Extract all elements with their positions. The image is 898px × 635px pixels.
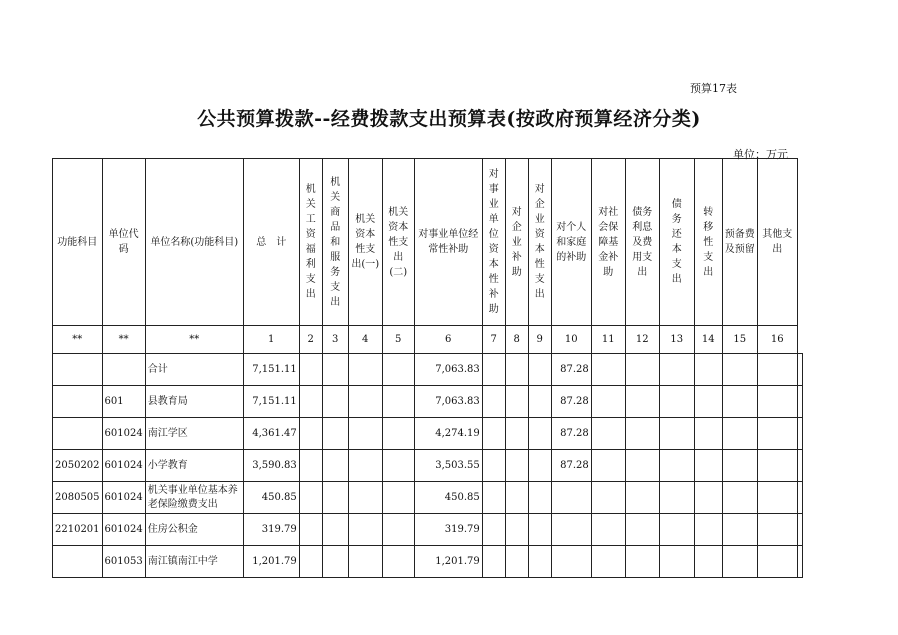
index-cell: 11 <box>591 326 625 354</box>
amount-cell <box>757 418 797 450</box>
amount-cell <box>348 354 382 386</box>
amount-cell <box>348 482 382 514</box>
amount-cell <box>382 386 414 418</box>
amount-cell <box>757 354 797 386</box>
unit-name-cell: 合计 <box>145 354 243 386</box>
amount-cell <box>757 450 797 482</box>
unit-code-cell: 601024 <box>102 418 145 450</box>
amount-cell <box>722 418 757 450</box>
index-cell: 2 <box>299 326 322 354</box>
amount-cell <box>694 546 722 578</box>
header-cell: 单位代码 <box>102 159 145 326</box>
amount-cell <box>659 514 694 546</box>
amount-cell: 1,201.79 <box>414 546 482 578</box>
amount-cell <box>505 514 528 546</box>
amount-cell <box>625 546 659 578</box>
header-cell: 功能科目 <box>53 159 103 326</box>
amount-cell <box>482 386 505 418</box>
amount-cell <box>591 354 625 386</box>
amount-cell <box>625 418 659 450</box>
amount-cell <box>528 354 551 386</box>
amount-cell <box>348 546 382 578</box>
amount-cell <box>757 514 797 546</box>
amount-cell <box>348 450 382 482</box>
amount-cell <box>382 418 414 450</box>
unit-code-cell: 601024 <box>102 450 145 482</box>
amount-cell <box>299 354 322 386</box>
header-cell: 单位名称(功能科目) <box>145 159 243 326</box>
total-cell: 3,590.83 <box>243 450 299 482</box>
index-row <box>53 326 803 354</box>
amount-cell <box>625 482 659 514</box>
index-cell: ** <box>102 326 145 354</box>
index-cell: 15 <box>722 326 757 354</box>
amount-cell: 87.28 <box>551 386 591 418</box>
amount-cell <box>659 450 694 482</box>
amount-cell: 319.79 <box>414 514 482 546</box>
table-row <box>53 514 803 546</box>
header-cell: 机关资本性支出(二) <box>382 159 414 326</box>
amount-cell <box>482 354 505 386</box>
amount-cell <box>322 386 348 418</box>
amount-cell <box>797 386 802 418</box>
amount-cell <box>322 514 348 546</box>
amount-cell <box>591 386 625 418</box>
amount-cell <box>505 482 528 514</box>
amount-cell <box>322 418 348 450</box>
header-cell: 机关资本性支出(一) <box>348 159 382 326</box>
unit-code-cell: 601024 <box>102 482 145 514</box>
function-code-cell: 2080505 <box>53 482 103 514</box>
unit-name-cell: 南江学区 <box>145 418 243 450</box>
amount-cell <box>505 418 528 450</box>
index-cell: 8 <box>505 326 528 354</box>
amount-cell <box>591 450 625 482</box>
table-row <box>53 354 803 386</box>
amount-cell <box>659 386 694 418</box>
unit-code-cell <box>102 354 145 386</box>
table-row <box>53 482 803 514</box>
unit-name-cell: 县教育局 <box>145 386 243 418</box>
index-cell: 14 <box>694 326 722 354</box>
amount-cell <box>694 354 722 386</box>
total-cell: 1,201.79 <box>243 546 299 578</box>
amount-cell <box>505 386 528 418</box>
amount-cell <box>528 482 551 514</box>
amount-cell <box>722 354 757 386</box>
header-cell: 机关工资福利支出 <box>299 159 322 326</box>
table-row <box>53 386 803 418</box>
function-code-cell <box>53 418 103 450</box>
amount-cell <box>482 514 505 546</box>
amount-cell <box>797 418 802 450</box>
amount-cell <box>694 514 722 546</box>
index-cell: 6 <box>414 326 482 354</box>
amount-cell <box>482 546 505 578</box>
amount-cell <box>482 418 505 450</box>
amount-cell <box>528 514 551 546</box>
amount-cell: 87.28 <box>551 450 591 482</box>
amount-cell <box>528 450 551 482</box>
amount-cell <box>694 450 722 482</box>
header-cell: 对事业单位资本性补助 <box>482 159 505 326</box>
form-number: 预算17表 <box>690 82 737 95</box>
index-cell: 9 <box>528 326 551 354</box>
function-code-cell <box>53 386 103 418</box>
amount-cell <box>348 386 382 418</box>
amount-cell <box>299 514 322 546</box>
amount-cell <box>482 482 505 514</box>
page-title: 公共预算拨款--经费拨款支出预算表(按政府预算经济分类) <box>197 108 701 130</box>
amount-cell <box>382 546 414 578</box>
amount-cell <box>722 514 757 546</box>
header-cell: 转移性支出 <box>694 159 722 326</box>
amount-cell <box>505 546 528 578</box>
amount-cell <box>299 450 322 482</box>
amount-cell <box>551 546 591 578</box>
amount-cell <box>482 450 505 482</box>
header-cell: 其他支出 <box>757 159 797 326</box>
amount-cell <box>322 450 348 482</box>
header-cell: 对事业单位经常性补助 <box>414 159 482 326</box>
index-cell: 13 <box>659 326 694 354</box>
amount-cell <box>797 514 802 546</box>
amount-cell <box>528 546 551 578</box>
amount-cell: 4,274.19 <box>414 418 482 450</box>
index-cell: 3 <box>322 326 348 354</box>
unit-name-cell: 机关事业单位基本养老保险缴费支出 <box>145 482 243 514</box>
amount-cell <box>797 546 802 578</box>
amount-cell <box>797 354 802 386</box>
total-cell: 7,151.11 <box>243 354 299 386</box>
amount-cell <box>299 386 322 418</box>
amount-cell <box>659 482 694 514</box>
amount-cell <box>797 482 802 514</box>
total-cell: 450.85 <box>243 482 299 514</box>
amount-cell <box>382 354 414 386</box>
amount-cell <box>348 514 382 546</box>
amount-cell: 3,503.55 <box>414 450 482 482</box>
amount-cell <box>694 482 722 514</box>
amount-cell <box>382 514 414 546</box>
amount-cell <box>722 546 757 578</box>
index-cell: ** <box>53 326 103 354</box>
unit-label: 单位：万元 <box>733 148 788 161</box>
amount-cell <box>625 386 659 418</box>
index-cell: 10 <box>551 326 591 354</box>
amount-cell <box>591 514 625 546</box>
header-cell: 对企业补助 <box>505 159 528 326</box>
unit-name-cell: 住房公积金 <box>145 514 243 546</box>
unit-code-cell: 601 <box>102 386 145 418</box>
amount-cell <box>757 482 797 514</box>
amount-cell <box>694 418 722 450</box>
total-cell: 4,361.47 <box>243 418 299 450</box>
header-cell: 预备费及预留 <box>722 159 757 326</box>
table-row <box>53 546 803 578</box>
table-row <box>53 450 803 482</box>
amount-cell <box>528 418 551 450</box>
amount-cell <box>505 354 528 386</box>
amount-cell: 87.28 <box>551 354 591 386</box>
amount-cell: 87.28 <box>551 418 591 450</box>
unit-name-cell: 小学教育 <box>145 450 243 482</box>
function-code-cell <box>53 354 103 386</box>
index-cell: 5 <box>382 326 414 354</box>
amount-cell <box>757 546 797 578</box>
amount-cell <box>797 450 802 482</box>
budget-table <box>52 158 803 578</box>
header-cell: 机关商品和服务支出 <box>322 159 348 326</box>
amount-cell: 7,063.83 <box>414 386 482 418</box>
amount-cell <box>659 418 694 450</box>
amount-cell <box>551 482 591 514</box>
index-cell: 4 <box>348 326 382 354</box>
amount-cell <box>722 386 757 418</box>
amount-cell <box>322 354 348 386</box>
amount-cell <box>625 354 659 386</box>
index-cell: 1 <box>243 326 299 354</box>
amount-cell <box>591 418 625 450</box>
table-row <box>53 418 803 450</box>
amount-cell <box>694 386 722 418</box>
amount-cell <box>625 514 659 546</box>
total-cell: 7,151.11 <box>243 386 299 418</box>
function-code-cell: 2050202 <box>53 450 103 482</box>
header-cell: 对个人和家庭的补助 <box>551 159 591 326</box>
amount-cell <box>722 482 757 514</box>
index-cell: ** <box>145 326 243 354</box>
amount-cell <box>722 450 757 482</box>
amount-cell: 450.85 <box>414 482 482 514</box>
index-cell: 12 <box>625 326 659 354</box>
header-cell: 对企业资本性支出 <box>528 159 551 326</box>
amount-cell <box>659 354 694 386</box>
amount-cell <box>528 386 551 418</box>
amount-cell <box>505 450 528 482</box>
amount-cell <box>299 418 322 450</box>
header-cell: 总 计 <box>243 159 299 326</box>
amount-cell <box>382 450 414 482</box>
amount-cell <box>348 418 382 450</box>
amount-cell <box>322 546 348 578</box>
amount-cell <box>591 482 625 514</box>
amount-cell <box>299 546 322 578</box>
amount-cell <box>625 450 659 482</box>
amount-cell <box>382 482 414 514</box>
unit-code-cell: 601024 <box>102 514 145 546</box>
unit-code-cell: 601053 <box>102 546 145 578</box>
amount-cell <box>551 514 591 546</box>
amount-cell <box>299 482 322 514</box>
header-cell: 债务利息及费用支出 <box>625 159 659 326</box>
unit-name-cell: 南江镇南江中学 <box>145 546 243 578</box>
amount-cell <box>659 546 694 578</box>
total-cell: 319.79 <box>243 514 299 546</box>
index-cell: 7 <box>482 326 505 354</box>
header-cell: 债务还本支出 <box>659 159 694 326</box>
function-code-cell <box>53 546 103 578</box>
amount-cell <box>591 546 625 578</box>
header-cell: 对社会保障基金补助 <box>591 159 625 326</box>
amount-cell: 7,063.83 <box>414 354 482 386</box>
index-cell: 16 <box>757 326 797 354</box>
amount-cell <box>322 482 348 514</box>
function-code-cell: 2210201 <box>53 514 103 546</box>
header-row <box>53 159 803 326</box>
amount-cell <box>757 386 797 418</box>
